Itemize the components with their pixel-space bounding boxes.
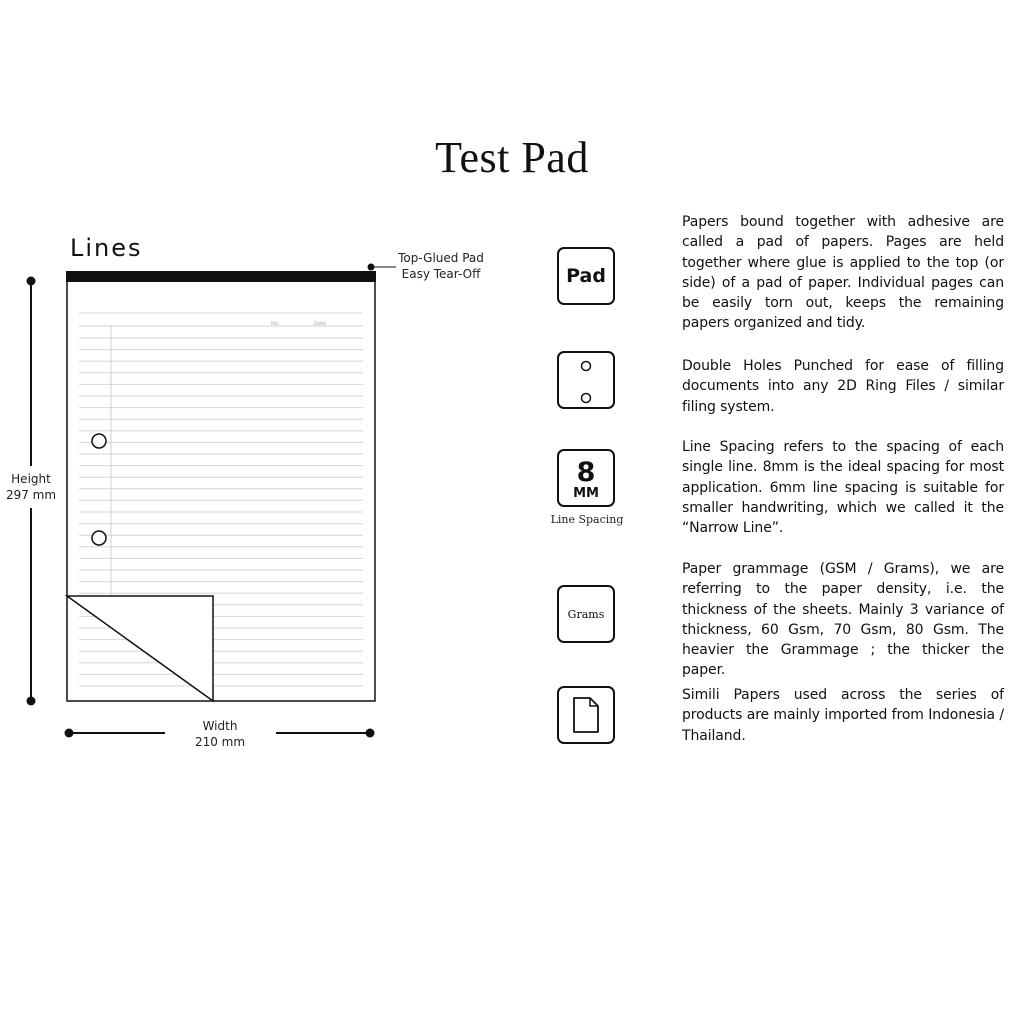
line-spacing-caption: Line Spacing (550, 513, 624, 526)
sheet-header-date: Date (314, 321, 326, 327)
line-spacing-description: Line Spacing refers to the spacing of each single line. 8mm is the ideal spacing for most application. 6mm line spacing is suitable for smaller handwriting, which we called it the “Narrow Line”. (682, 439, 1004, 537)
paper-sheet-icon (557, 686, 615, 744)
punch-hole-bottom (92, 531, 106, 545)
pad-description: Papers bound together with adhesive are called a pad of papers. Pages are held together where glue is applied to the top (or side) of a pad of paper. Individual pages can be easily torn out, keeps the remaining papers organized and tidy. (682, 214, 1004, 332)
paper-sheet-glyph (571, 696, 601, 734)
pad-style-label: Lines (70, 234, 143, 262)
paper-description: Simili Papers used across the series of products are mainly imported from Indonesia / Thailand. (682, 687, 1004, 744)
width-label (170, 718, 270, 750)
punch-hole-top (92, 434, 106, 448)
glue-callout-line1: Top-Glued Pad (398, 251, 484, 265)
line-spacing-number: 8 (576, 456, 596, 488)
grams-icon-label: Grams (567, 607, 605, 621)
double-holes-icon (557, 351, 615, 409)
pad-icon-label: Pad (566, 265, 606, 287)
grams-description: Paper grammage (GSM / Grams), we are referring to the paper density, i.e. the thickness of the sheets. Mainly 3 variance of thickness, 60 Gsm, 70 Gsm, 80 Gsm. The heavier the Grammage ; the thicker the paper. (682, 561, 1004, 679)
double-holes-glyph (557, 351, 615, 409)
height-label (0, 471, 62, 503)
glue-strip (66, 271, 376, 282)
pad-icon (557, 247, 615, 305)
double-holes-description: Double Holes Punched for ease of filling documents into any 2D Ring Files / similar filing system. (682, 358, 1004, 415)
page-title: Test Pad (435, 133, 589, 182)
grams-icon (557, 585, 615, 643)
width-label-value: 210 mm (194, 735, 246, 749)
height-label-title: Height (11, 472, 51, 486)
line-spacing-unit: MM (573, 485, 599, 501)
pad-sheet (67, 281, 375, 701)
line-spacing-icon (557, 449, 615, 507)
glue-callout-line2: Easy Tear-Off (401, 267, 481, 281)
sheet-header-no: No. (271, 321, 280, 327)
width-label-title: Width (202, 719, 238, 733)
height-label-value: 297 mm (5, 488, 57, 502)
glue-callout-pointer (368, 264, 397, 271)
